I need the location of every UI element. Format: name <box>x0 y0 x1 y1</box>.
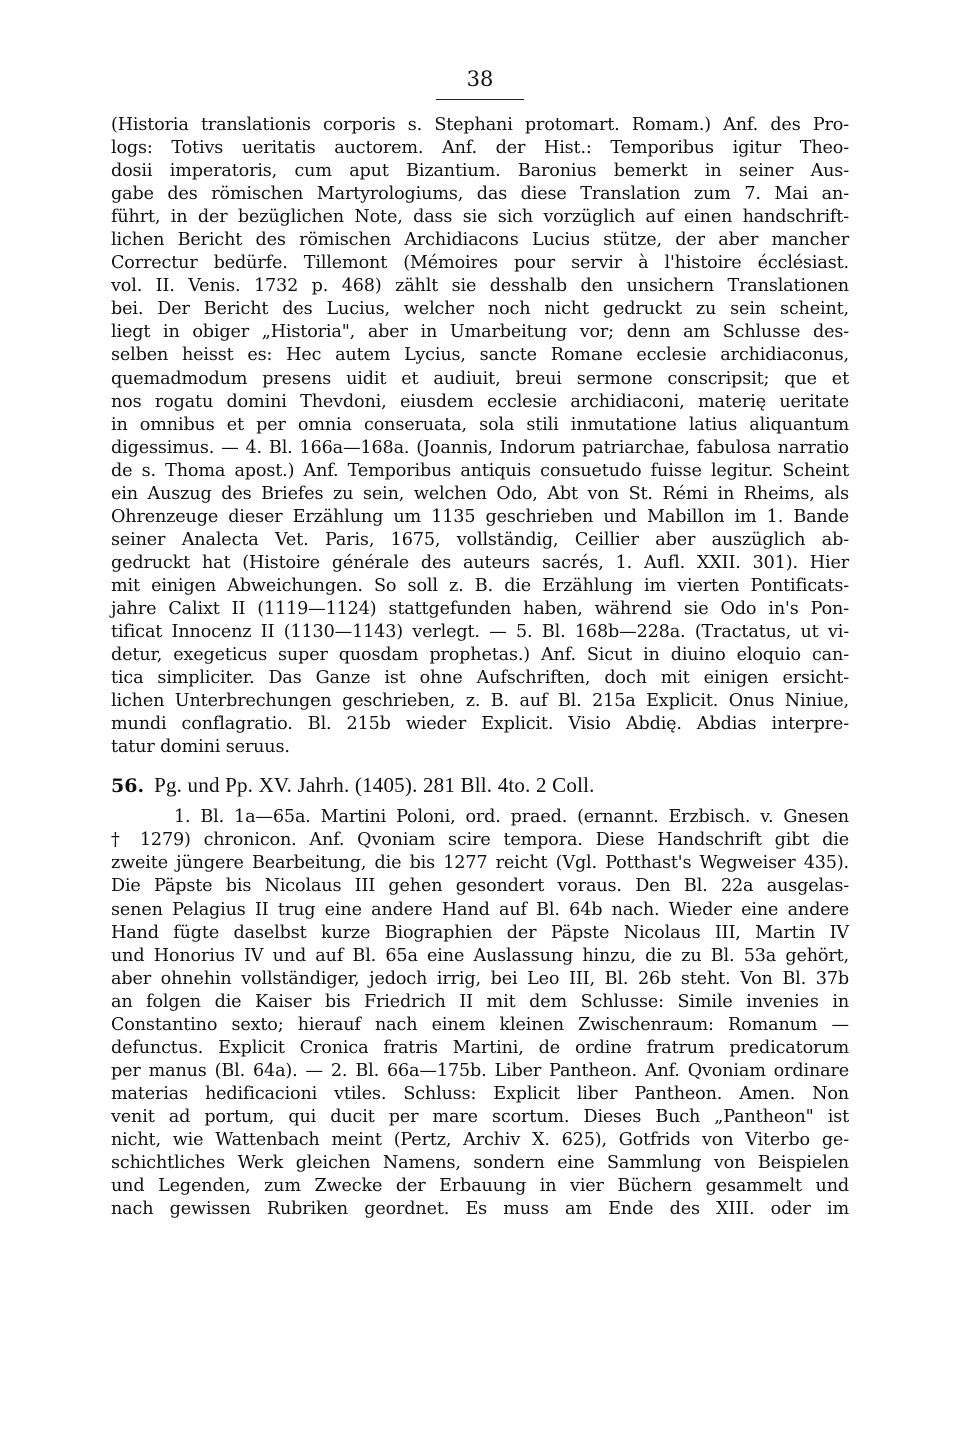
paragraph-manuscript-56 <box>111 806 849 1221</box>
text-line: senen Pelagius II trug eine andere Hand auf Bl. 64b nach. Wieder eine andere <box>111 899 849 920</box>
text-line: mit einigen Abweichungen. So soll z. B. die Erzählung im vierten Pontificats- <box>111 575 849 596</box>
section-title: Pg. und Pp. XV. Jahrh. (1405). 281 Bll. 4to. 2 Coll. <box>154 773 595 798</box>
text-line: mundi conflagratio. Bl. 215b wieder Explicit. Visio Abdię. Abdias interpre- <box>111 714 849 735</box>
text-line: führt, in der bezüglichen Note, dass sie sich vorzüglich auf einen handschrift- <box>111 207 849 228</box>
text-line: digessimus. — 4. Bl. 166a—168a. (Joannis, Indorum patriarchae, fabulosa narratio <box>111 437 849 458</box>
text-line: schichtliches Werk gleichen Namens, sondern eine Sammlung von Beispielen <box>111 1153 849 1174</box>
text-line: an folgen die Kaiser bis Friedrich II mit dem Schlusse: Simile invenies in <box>111 991 849 1012</box>
text-line: lichen Bericht des römischen Archidiacons Lucius stütze, der aber mancher <box>111 230 849 251</box>
text-line: gedruckt hat (Histoire générale des auteurs sacrés, 1. Aufl. XXII. 301). Hier <box>111 552 849 573</box>
text-line: und Legenden, zum Zwecke der Erbauung in vier Büchern gesammelt und <box>111 1176 849 1197</box>
text-line: in omnibus et per omnia conseruata, sola stili inmutatione latius aliquantum <box>111 414 849 435</box>
text-line: aber ohnehin vollständiger, jedoch irrig, bei Leo III, Bl. 26b steht. Von Bl. 37b <box>111 968 849 989</box>
text-line: seiner Analecta Vet. Paris, 1675, vollständig, Ceillier aber auszüglich ab- <box>111 529 849 550</box>
text-line: liegt in obiger „Historia", aber in Umarbeitung vor; denn am Schlusse des- <box>111 322 849 343</box>
text-line: bei. Der Bericht des Lucius, welcher noch nicht gedruckt zu sein scheint, <box>111 299 849 320</box>
text-line: † 1279) chronicon. Anf. Qvoniam scire tempora. Diese Handschrift gibt die <box>111 830 849 851</box>
text-line: per manus (Bl. 64a). — 2. Bl. 66a—175b. Liber Pantheon. Anf. Qvoniam ordinare <box>111 1060 849 1081</box>
text-line: 1. Bl. 1a—65a. Martini Poloni, ord. praed. (ernannt. Erzbisch. v. Gnesen <box>174 807 849 828</box>
text-line: Die Päpste bis Nicolaus III gehen gesondert voraus. Den Bl. 22a ausgelas- <box>111 876 849 897</box>
text-line: lichen Unterbrechungen geschrieben, z. B. auf Bl. 215a Explicit. Onus Niniue, <box>111 691 849 712</box>
text-line: (Historia translationis corporis s. Stephani protomart. Romam.) Anf. des Pro- <box>111 115 849 135</box>
text-line: tificat Innocenz II (1130—1143) verlegt. — 5. Bl. 168b—228a. (Tractatus, ut vi- <box>111 622 849 643</box>
text-line: logs: Totivs ueritatis auctorem. Anf. der Hist.: Temporibus igitur Theo- <box>111 138 849 159</box>
text-line: selben heisst es: Hec autem Lycius, sancte Romane ecclesie archidiaconus, <box>111 345 849 366</box>
text-line: quemadmodum presens uidit et audiuit, breui sermone conscripsit; que et <box>111 368 849 389</box>
text-line: Hand fügte daselbst kurze Biographien der Päpste Nicolaus III, Martin IV <box>111 922 849 943</box>
text-line: gabe des römischen Martyrologiums, das diese Translation zum 7. Mai an- <box>111 184 849 205</box>
section-heading <box>111 772 849 798</box>
text-line: jahre Calixt II (1119—1124) stattgefunden haben, während sie Odo in's Pon- <box>111 598 849 619</box>
text-line: vol. II. Venis. 1732 p. 468) zählt sie desshalb den unsichern Translationen <box>111 276 849 297</box>
text-line: Correctur bedürfe. Tillemont (Mémoires pour servir à l'histoire écclésiast. <box>111 253 849 274</box>
text-line: tica simpliciter. Das Ganze ist ohne Aufschriften, doch mit einigen ersicht- <box>111 668 849 689</box>
section-number: 56. <box>111 775 145 798</box>
text-line: ein Auszug des Briefes zu sein, welchen Odo, Abt von St. Rémi in Rheims, als <box>111 483 849 504</box>
text-line: materias hedificacioni vtiles. Schluss: Explicit liber Pantheon. Amen. Non <box>111 1083 849 1104</box>
text-line: nicht, wie Wattenbach meint (Pertz, Archiv X. 625), Gotfrids von Viterbo ge- <box>111 1129 849 1150</box>
text-line: detur, exegeticus super quosdam prophetas.) Anf. Sicut in diuino eloquio can- <box>111 645 849 666</box>
page-number-rule <box>436 99 524 100</box>
text-line: zweite jüngere Bearbeitung, die bis 1277 reicht (Vgl. Potthast's Wegweiser 435). <box>111 853 849 874</box>
paragraph-manuscript-55-continued <box>111 114 849 759</box>
text-line: de s. Thoma apost.) Anf. Temporibus antiquis consuetudo fuisse legitur. Scheint <box>111 460 849 481</box>
text-line: und Honorius IV und auf Bl. 65a eine Auslassung hinzu, die zu Bl. 53a gehört, <box>111 945 849 966</box>
text-line: nos rogatu domini Thevdoni, eiusdem ecclesie archidiaconi, materię ueritate <box>111 391 849 412</box>
page-number: 38 <box>466 67 494 91</box>
text-line: defunctus. Explicit Cronica fratris Martini, de ordine fratrum predicatorum <box>111 1037 849 1058</box>
text-line: tatur domini seruus. <box>111 737 290 758</box>
document-page <box>111 66 849 1221</box>
text-line: dosii imperatoris, cum aput Bizantium. Baronius bemerkt in seiner Aus- <box>111 161 849 182</box>
text-line: nach gewissen Rubriken geordnet. Es muss am Ende des XIII. oder im <box>111 1199 849 1220</box>
text-line: venit ad portum, qui ducit per mare scortum. Dieses Buch „Pantheon" ist <box>111 1106 849 1127</box>
text-line: Ohrenzeuge dieser Erzählung um 1135 geschrieben und Mabillon im 1. Bande <box>111 506 849 527</box>
text-line: Constantino sexto; hierauf nach einem kleinen Zwischenraum: Romanum — <box>111 1014 849 1035</box>
